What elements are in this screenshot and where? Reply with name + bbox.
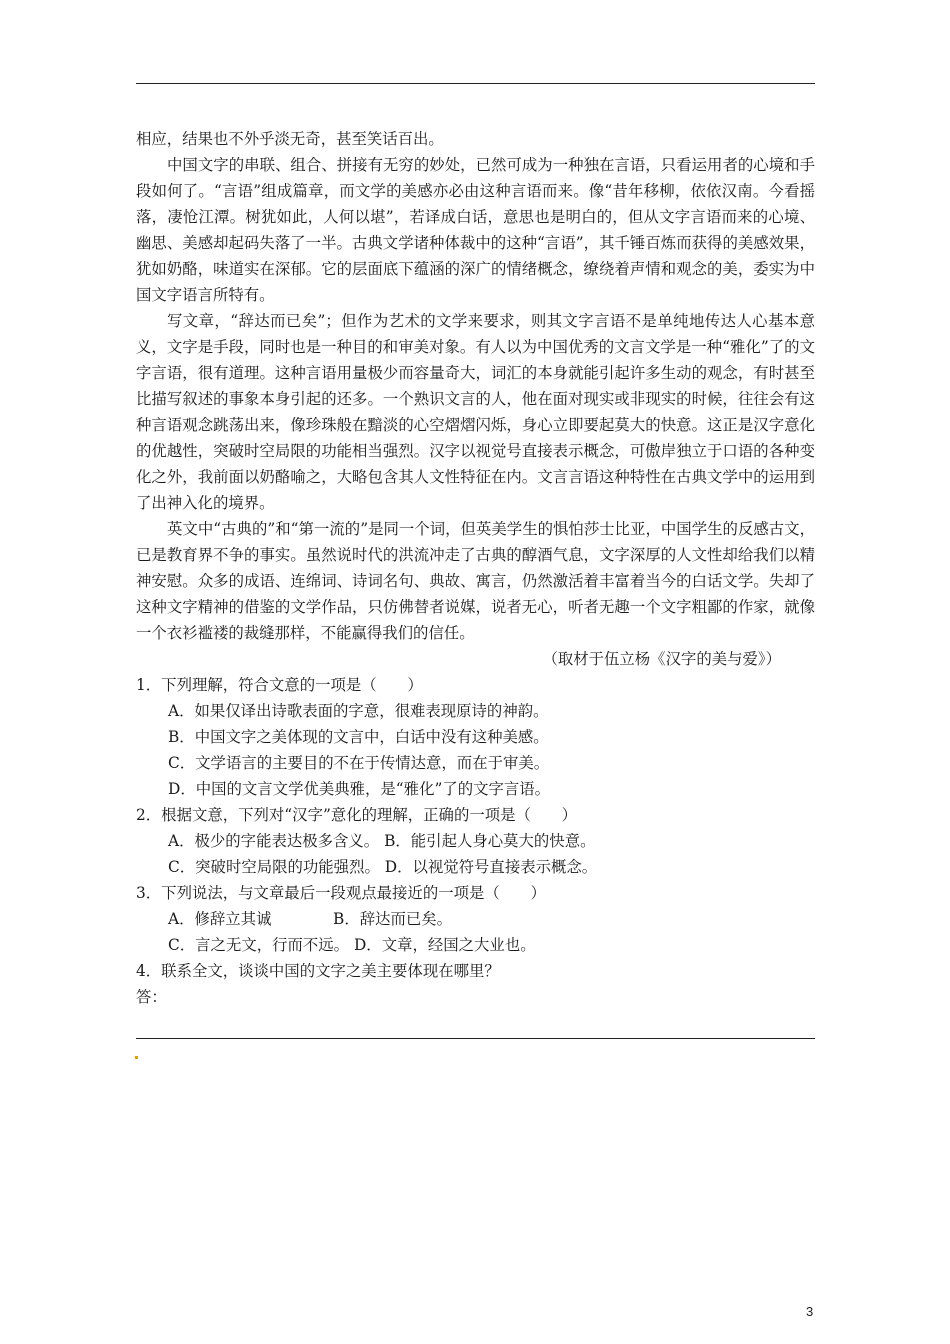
answer-line: [136, 1038, 815, 1039]
option-1b: B．中国文字之美体现的文言中，白话中没有这种美感。: [168, 728, 549, 746]
header-rule: [136, 83, 815, 84]
answer-label: 答：: [136, 988, 167, 1006]
option-2cd: C．突破时空局限的功能强烈。 D．以视觉符号直接表示概念。: [168, 858, 598, 876]
dot-mark: [135, 1056, 138, 1059]
question-1: 1．下列理解，符合文意的一项是（ ）: [136, 676, 423, 694]
paragraph: 英文中“古典的”和“第一流的”是同一个词，但英美学生的惧怕莎士比亚，中国学生的反感古文，已是教育界不争的事实。虽然说时代的洪流冲走了古典的醇酒气息，文字深厚的人文性却给我们以精神安慰。众多的成语、连绵词、诗词名句、典故、寓言，仍然激活着丰富着当今的白话文学。失却了这种文字精神的借鉴的文学作品，只仿佛替者说媒，说者无心，听者无趣一个文字粗鄙的作家，就像一个衣衫褴褛的裁缝那样，不能赢得我们的信任。: [136, 520, 815, 642]
paragraph: 中国文字的串联、组合、拼接有无穷的妙处，已然可成为一种独在言语，只看运用者的心境和手段如何了。“言语”组成篇章，而文学的美感亦必由这种言语而来。像“昔年移柳，依依汉南。今看摇落，凄怆江潭。树犹如此，人何以堪”，若译成白话，意思也是明白的，但从文字言语而来的心境、幽思、美感却起码失落了一半。古典文学诸种体裁中的这种“言语”，其千锤百炼而获得的美感效果，犹如奶酪，味道实在深郁。它的层面底下蕴涵的深广的情绪概念，缭绕着声情和观念的美，委实为中国文字语言所特有。: [136, 156, 815, 304]
page-number: 3: [806, 1304, 814, 1319]
option-3cd: C．言之无文，行而不远。 D．文章，经国之大业也。: [168, 936, 536, 954]
option-1d: D．中国的文言文学优美典雅，是“雅化”了的文字言语。: [168, 780, 551, 798]
option-1c: C．文学语言的主要目的不在于传情达意，而在于审美。: [168, 754, 550, 772]
document-body: [136, 126, 815, 1010]
option-3ab: A．修辞立其诚 B．辞达而已矣。: [168, 910, 453, 928]
question-2: 2．根据文意，下列对“汉字”意化的理解，正确的一项是（ ）: [136, 806, 578, 824]
question-4: 4．联系全文，谈谈中国的文字之美主要体现在哪里？: [136, 962, 500, 980]
option-2ab: A．极少的字能表达极多含义。 B．能引起人身心莫大的快意。: [168, 832, 596, 850]
question-3: 3．下列说法，与文章最后一段观点最接近的一项是（ ）: [136, 884, 546, 902]
option-1a: A．如果仅译出诗歌表面的字意，很难表现原诗的神韵。: [168, 702, 549, 720]
source-citation: （取材于伍立杨《汉字的美与爱》）: [542, 650, 781, 668]
paragraph: 相应，结果也不外乎淡无奇，甚至笑话百出。: [136, 130, 444, 148]
paragraph: 写文章，“辞达而已矣”；但作为艺术的文学来要求，则其文字言语不是单纯地传达人心基本意义，文字是手段，同时也是一种目的和审美对象。有人以为中国优秀的文言文学是一种“雅化”了的文字言语，很有道理。这种言语用量极少而容量奇大，词汇的本身就能引起许多生动的观念，有时甚至比描写叙述的事象本身引起的还多。一个熟识文言的人，他在面对现实或非现实的时候，往往会有这种言语观念跳荡出来，像珍珠般在黯淡的心空熠熠闪烁，身心立即要起莫大的快意。这正是汉字意化的优越性，突破时空局限的功能相当强烈。汉字以视觉号直接表示概念，可傲岸独立于口语的各种变化之外，我前面以奶酪喻之，大略包含其人文性特征在内。文言言语这种特性在古典文学中的运用到了出神入化的境界。: [136, 312, 815, 512]
